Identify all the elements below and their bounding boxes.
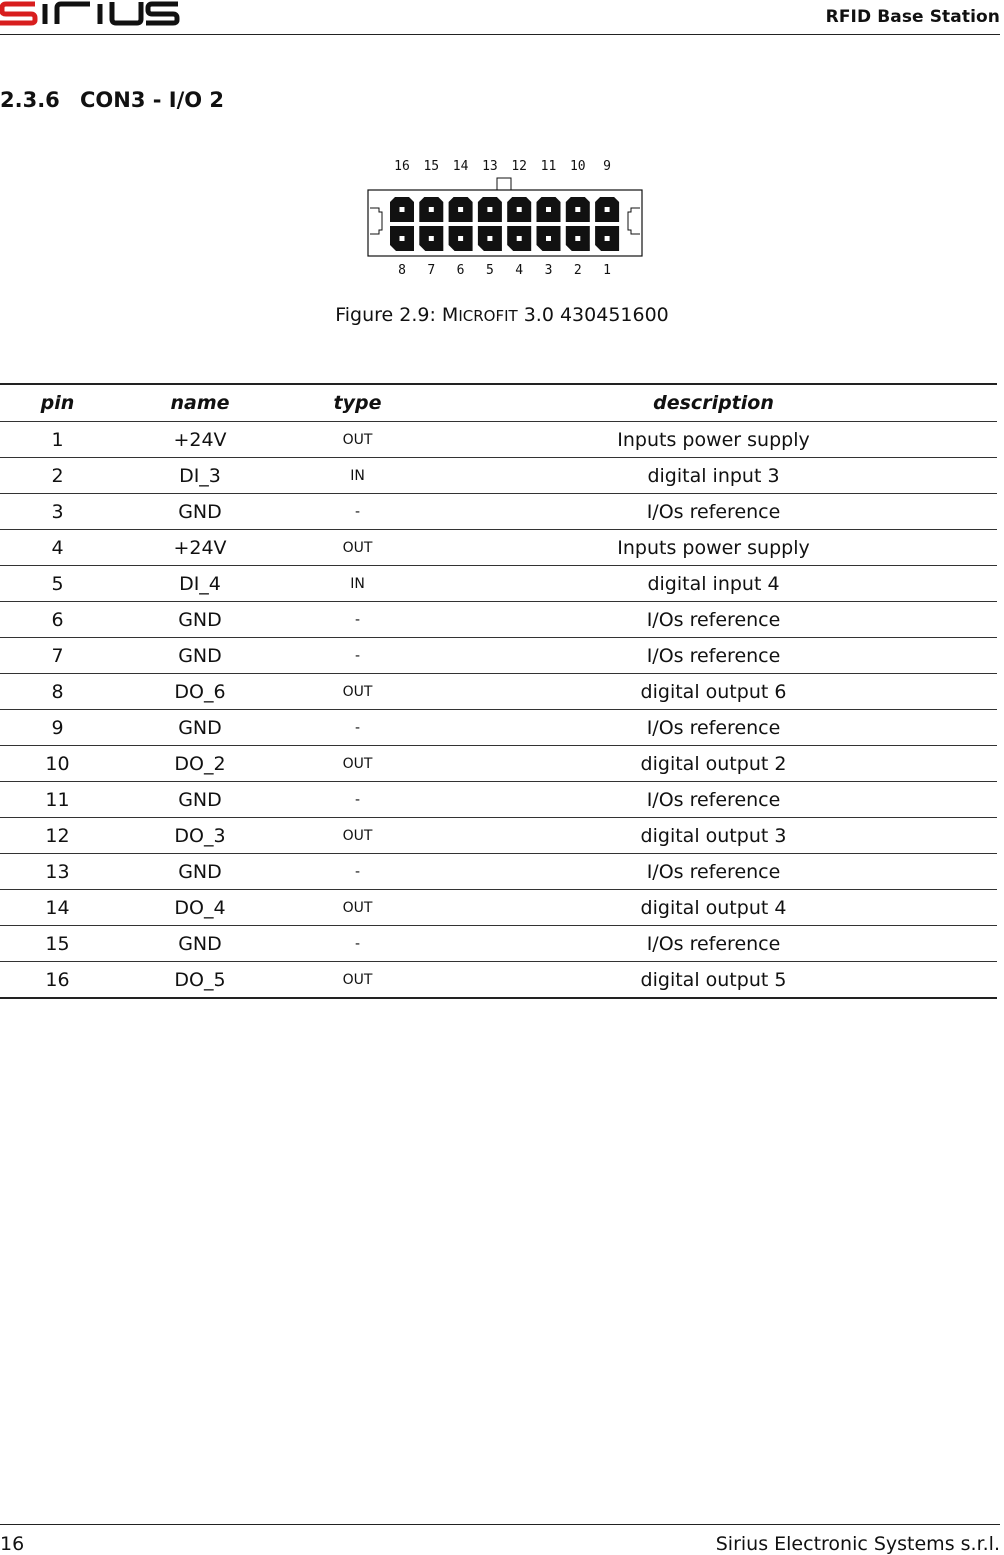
cell-description: Inputs power supply	[430, 530, 997, 566]
pin-contact	[517, 207, 522, 212]
pin-contact	[429, 236, 434, 241]
cell-description: digital input 4	[430, 566, 997, 602]
cell-name: GND	[115, 854, 285, 890]
cell-type: OUT	[285, 962, 430, 999]
pin-contact	[487, 207, 492, 212]
cell-type: -	[285, 854, 430, 890]
pin-contact	[517, 236, 522, 241]
pin-contact	[546, 236, 551, 241]
connector-diagram	[365, 150, 645, 280]
bottom-pin-label: 2	[573, 263, 582, 278]
cell-type: OUT	[285, 818, 430, 854]
cell-pin: 5	[0, 566, 115, 602]
pin-contact	[546, 207, 551, 212]
cell-type: IN	[285, 458, 430, 494]
section-title: CON3 - I/O 2	[80, 88, 225, 112]
cell-description: digital output 5	[430, 962, 997, 999]
cell-pin: 2	[0, 458, 115, 494]
cell-name: GND	[115, 602, 285, 638]
top-pin-label: 11	[540, 159, 557, 174]
cell-pin: 10	[0, 746, 115, 782]
cell-type: OUT	[285, 530, 430, 566]
bottom-pin-label: 7	[427, 263, 436, 278]
cell-type: -	[285, 602, 430, 638]
table-row	[0, 926, 997, 962]
cell-name: DI_4	[115, 566, 285, 602]
top-pin-label: 14	[452, 159, 469, 174]
document-title: RFID Base Station	[825, 7, 1000, 27]
pin-contact	[458, 236, 463, 241]
pin-contact	[605, 236, 610, 241]
bottom-pin-label: 1	[603, 263, 612, 278]
cell-description: I/Os reference	[430, 710, 997, 746]
table-header-row	[0, 384, 997, 422]
cell-type: OUT	[285, 890, 430, 926]
cell-type: -	[285, 926, 430, 962]
cell-type: -	[285, 638, 430, 674]
cell-pin: 8	[0, 674, 115, 710]
table-row	[0, 494, 997, 530]
table-row	[0, 710, 997, 746]
cell-pin: 4	[0, 530, 115, 566]
cell-name: DO_5	[115, 962, 285, 999]
cell-pin: 15	[0, 926, 115, 962]
cell-pin: 11	[0, 782, 115, 818]
top-pin-label: 15	[423, 159, 440, 174]
page-footer	[0, 1524, 1000, 1555]
cell-name: GND	[115, 782, 285, 818]
page-number: 16	[0, 1533, 25, 1555]
table-row	[0, 422, 997, 458]
table-row	[0, 890, 997, 926]
cell-description: I/Os reference	[430, 782, 997, 818]
cell-name: DO_6	[115, 674, 285, 710]
sirius-logo	[0, 0, 180, 26]
pin-contact	[605, 207, 610, 212]
table-row	[0, 530, 997, 566]
cell-pin: 6	[0, 602, 115, 638]
cell-pin: 1	[0, 422, 115, 458]
cell-type: -	[285, 710, 430, 746]
cell-type: OUT	[285, 746, 430, 782]
cell-name: GND	[115, 638, 285, 674]
cell-type: -	[285, 494, 430, 530]
bottom-pin-label: 5	[485, 263, 494, 278]
column-header-name: name	[115, 384, 285, 422]
cell-pin: 16	[0, 962, 115, 999]
top-pin-label: 10	[569, 159, 586, 174]
cell-name: DO_2	[115, 746, 285, 782]
cell-pin: 3	[0, 494, 115, 530]
cell-type: -	[285, 782, 430, 818]
column-header-type: type	[285, 384, 430, 422]
cell-description: I/Os reference	[430, 494, 997, 530]
table-row	[0, 746, 997, 782]
cell-description: I/Os reference	[430, 602, 997, 638]
cell-name: DI_3	[115, 458, 285, 494]
cell-description: digital output 2	[430, 746, 997, 782]
top-pin-label: 13	[482, 159, 498, 174]
column-header-description: description	[430, 384, 997, 422]
table-row	[0, 818, 997, 854]
figure-caption: Figure 2.9: MICROFIT 3.0 430451600	[335, 304, 669, 326]
cell-pin: 9	[0, 710, 115, 746]
top-pin-label: 9	[603, 159, 612, 174]
cell-name: GND	[115, 926, 285, 962]
cell-description: digital output 3	[430, 818, 997, 854]
cell-description: digital input 3	[430, 458, 997, 494]
pin-contact	[575, 236, 580, 241]
cell-pin: 13	[0, 854, 115, 890]
cell-name: +24V	[115, 530, 285, 566]
pinout-table	[0, 383, 997, 999]
cell-name: GND	[115, 710, 285, 746]
cell-description: I/Os reference	[430, 638, 997, 674]
cell-description: Inputs power supply	[430, 422, 997, 458]
table-row	[0, 638, 997, 674]
top-pin-label: 16	[394, 159, 410, 174]
pin-contact	[400, 236, 405, 241]
table-row	[0, 566, 997, 602]
table-row	[0, 962, 997, 999]
page-header	[0, 0, 1000, 35]
company-name: Sirius Electronic Systems s.r.l.	[715, 1533, 1000, 1555]
table-row	[0, 458, 997, 494]
cell-pin: 14	[0, 890, 115, 926]
cell-name: +24V	[115, 422, 285, 458]
connector-latch	[497, 178, 511, 191]
bottom-pin-label: 8	[398, 263, 406, 278]
pin-contact	[429, 207, 434, 212]
bottom-pin-label: 3	[544, 263, 553, 278]
cell-name: DO_4	[115, 890, 285, 926]
cell-description: digital output 4	[430, 890, 997, 926]
bottom-pin-label: 4	[515, 263, 524, 278]
section-number: 2.3.6	[0, 88, 60, 112]
pin-contact	[400, 207, 405, 212]
cell-description: I/Os reference	[430, 854, 997, 890]
pin-contact	[487, 236, 492, 241]
cell-name: GND	[115, 494, 285, 530]
cell-description: digital output 6	[430, 674, 997, 710]
pin-contact	[458, 207, 463, 212]
table-row	[0, 602, 997, 638]
cell-type: IN	[285, 566, 430, 602]
cell-pin: 7	[0, 638, 115, 674]
cell-name: DO_3	[115, 818, 285, 854]
pin-contact	[575, 207, 580, 212]
table-row	[0, 854, 997, 890]
table-row	[0, 782, 997, 818]
cell-type: OUT	[285, 674, 430, 710]
cell-pin: 12	[0, 818, 115, 854]
table-row	[0, 674, 997, 710]
top-pin-label: 12	[511, 159, 528, 174]
bottom-pin-label: 6	[456, 263, 465, 278]
cell-description: I/Os reference	[430, 926, 997, 962]
cell-type: OUT	[285, 422, 430, 458]
column-header-pin: pin	[0, 384, 115, 422]
section-heading	[0, 88, 224, 112]
